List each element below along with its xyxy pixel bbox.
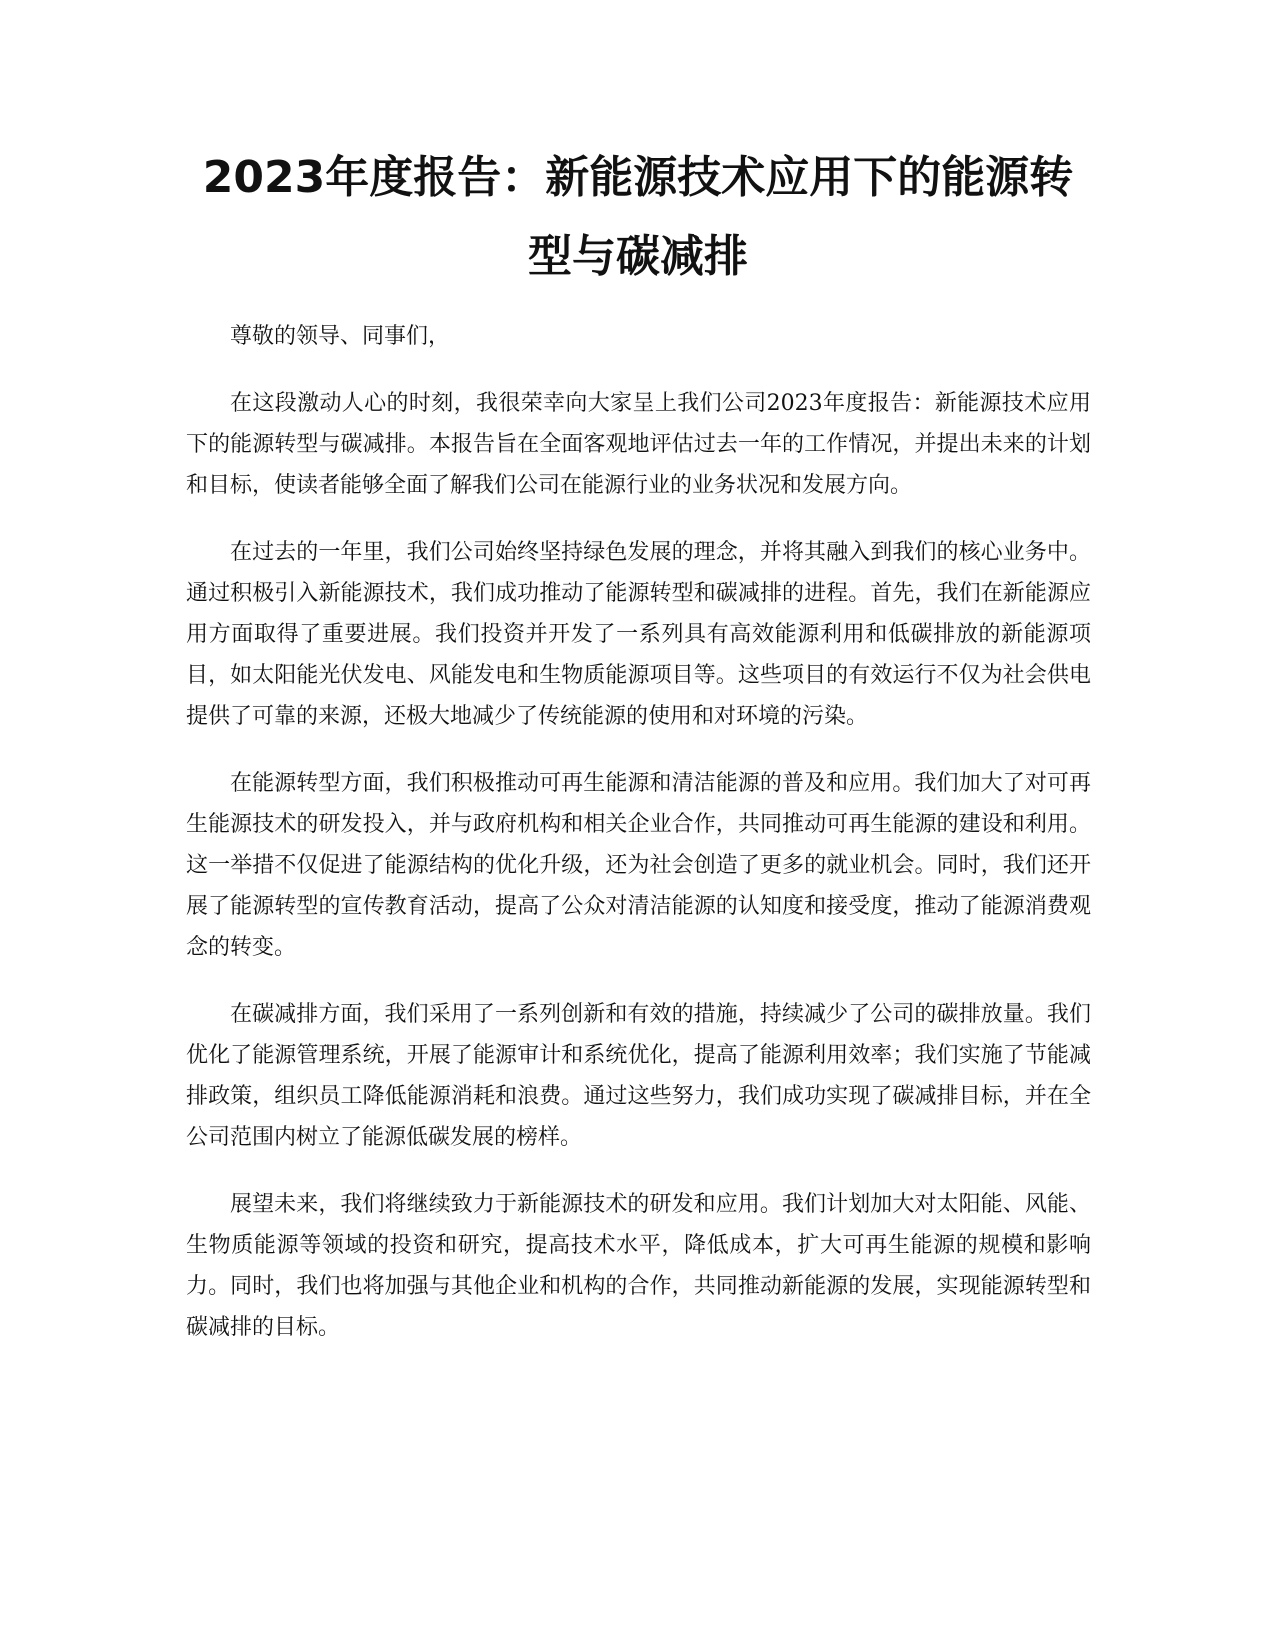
paragraph-intro: 在这段激动人心的时刻，我很荣幸向大家呈上我们公司2023年度报告：新能源技术应用下的能源转型与碳减排。本报告旨在全面客观地评估过去一年的工作情况，并提出未来的计划和目标，使读者能够全面了解我们公司在能源行业的业务状况和发展方向。 — [186, 391, 1091, 498]
paragraph-outlook: 展望未来，我们将继续致力于新能源技术的研发和应用。我们计划加大对太阳能、风能、生物质能源等领域的投资和研究，提高技术水平，降低成本，扩大可再生能源的规模和影响力。同时，我们也将加强与其他企业和机构的合作，共同推动新能源的发展，实现能源转型和碳减排的目标。 — [186, 1192, 1091, 1340]
paragraph-carbon-reduction: 在碳减排方面，我们采用了一系列创新和有效的措施，持续减少了公司的碳排放量。我们优化了能源管理系统，开展了能源审计和系统优化，提高了能源利用效率；我们实施了节能减排政策，组织员工降低能源消耗和浪费。通过这些努力，我们成功实现了碳减排目标，并在全公司范围内树立了能源低碳发展的榜样。 — [186, 1002, 1091, 1150]
salutation: 尊敬的领导、同事们， — [230, 324, 451, 349]
document-title: 2023年度报告：新能源技术应用下的能源转型与碳减排 — [202, 152, 1074, 282]
paragraph-energy-transition: 在能源转型方面，我们积极推动可再生能源和清洁能源的普及和应用。我们加大了对可再生能源技术的研发投入，并与政府机构和相关企业合作，共同推动可再生能源的建设和利用。这一举措不仅促进了能源结构的优化升级，还为社会创造了更多的就业机会。同时，我们还开展了能源转型的宣传教育活动，提高了公众对清洁能源的认知度和接受度，推动了能源消费观念的转变。 — [186, 771, 1091, 960]
document-body — [186, 316, 1091, 1374]
paragraph-past-year: 在过去的一年里，我们公司始终坚持绿色发展的理念，并将其融入到我们的核心业务中。通过积极引入新能源技术，我们成功推动了能源转型和碳减排的进程。首先，我们在新能源应用方面取得了重要进展。我们投资并开发了一系列具有高效能源利用和低碳排放的新能源项目，如太阳能光伏发电、风能发电和生物质能源项目等。这些项目的有效运行不仅为社会供电提供了可靠的来源，还极大地减少了传统能源的使用和对环境的污染。 — [186, 540, 1091, 729]
